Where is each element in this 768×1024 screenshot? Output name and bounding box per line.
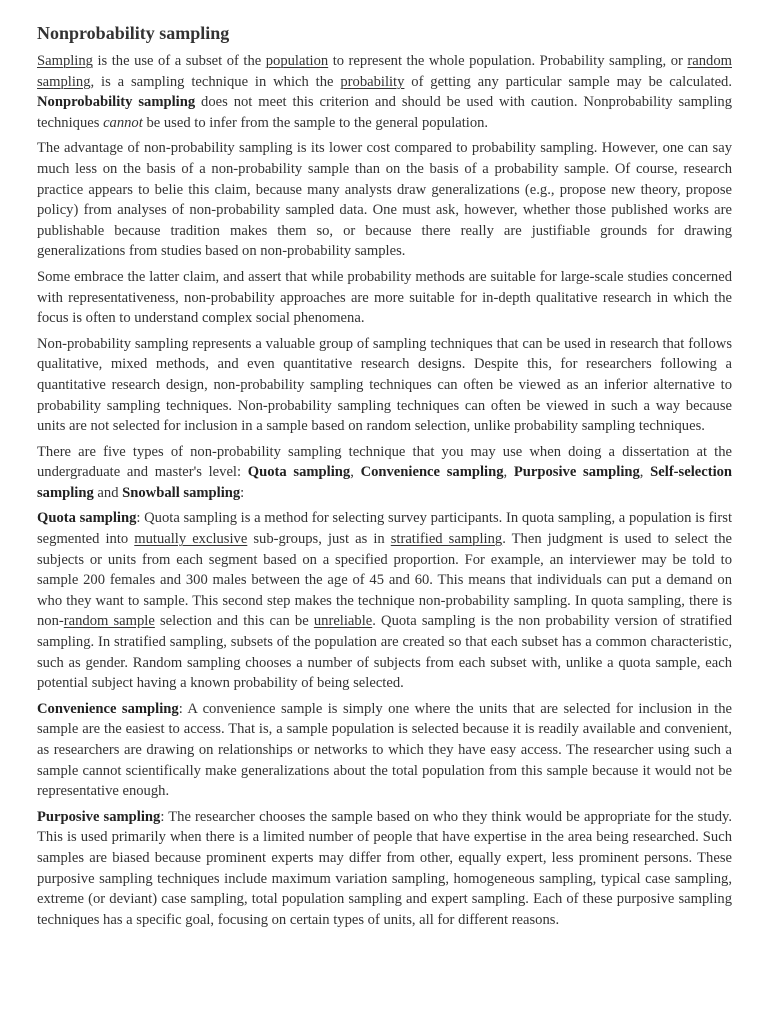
page-title: Nonprobability sampling (37, 23, 230, 43)
quota-sampling-paragraph: Quota sampling: Quota sampling is a method for selecting survey participants. In quota sampling, a population is first segmented into mutually exclusive sub-groups, just as in stratified sampling. Then judgment is used to select the subjects or units from each segment based on a specified proportion. For example, an interviewer may be told to sample 200 females and 300 males between the age of 45 and 60. This means that individuals can put a demand on who they want to sample. This second step makes the technique non-probability sampling. In quota sampling, there is non-random sample selection and this can be unreliable. Quota sampling is the non probability version of stratified sampling. In stratified sampling, subsets of the population are created so that each subset has a common characteristic, such as gender. Random sampling chooses a number of subjects from each subset with, unlike a quota sample, each potential subject having a known probability of being selected. (37, 510, 733, 692)
term-self-selection: Self-selection sampling (37, 464, 733, 501)
latter-claim-paragraph: Some embrace the latter claim, and assert that while probability methods are suitable for large-scale studies concerned with representativeness, non-probability approaches are more suitable for in-depth qualitative research in which the focus is often to understand complex social phenomena. (37, 268, 732, 327)
link-sampling[interactable]: Sampling (37, 53, 93, 69)
term-snowball: Snowball sampling (122, 484, 241, 501)
emphasis-cannot: cannot (103, 114, 143, 131)
quota-heading: Quota sampling (37, 510, 137, 527)
term-purposive: Purposive sampling (513, 464, 640, 481)
document-page (37, 20, 732, 935)
purposive-sampling-paragraph: Purposive sampling: The researcher chooses the sample based on who they think would be appropriate for the study. This is used primarily when there is a limited number of people that have expertise in the area being researched. Such samples are biased because prominent experts may differ from other, equally expert, less prominent persons. These purposive sampling techniques include maximum variation sampling, homogeneous sampling, typical case sampling, extreme (or deviant) case sampling, total population sampling and expert sampling. Each of these purposive sampling techniques has a specific goal, focusing on certain types of units, all for different reasons. (37, 808, 732, 928)
link-unreliable[interactable]: unreliable (313, 613, 373, 630)
advantage-paragraph: The advantage of non-probability sampling is its lower cost compared to probability sampling. However, one can say much less on the basis of a non-probability sample than on the basis of a probability sample. Of course, research practice appears to belie this claim, because many analysts draw generalizations (e.g., propose new theory, propose policy) from analyses of non-probability sampled data. One must ask, however, whether those published works are publishable because tradition makes them so, or because there really are justifiable grounds for drawing generalizations from studies based on non-probability samples. (37, 140, 732, 260)
term-quota: Quota sampling (247, 464, 351, 481)
convenience-sampling-paragraph: Convenience sampling: A convenience sample is simply one where the units that are selected for inclusion in the sample are the easiest to access. That is, a sample population is selected because it is readily available and convenient, as researchers are drawing on relationships or networks to which they have easy access. The researcher using such a sample cannot scientifically make generalizations about the total population from this sample because it would not be representative enough. (37, 700, 733, 800)
term-convenience: Convenience sampling (360, 464, 504, 481)
link-probability[interactable]: probability (340, 73, 405, 90)
link-population[interactable]: population (265, 53, 329, 69)
link-stratified-sampling[interactable]: stratified sampling (390, 531, 503, 548)
purposive-heading: Purposive sampling (37, 808, 161, 825)
link-random-sample[interactable]: random sample (63, 613, 155, 630)
link-random-sampling[interactable]: random sampling (37, 53, 732, 90)
valuable-group-paragraph: Non-probability sampling represents a valuable group of sampling techniques that can be used in research that follows qualitative, mixed methods, and even quantitative research designs. Despite this, for researchers following a quantitative research design, non-probability sampling techniques can often be viewed as an inferior alternative to probability sampling techniques. Non-probability sampling techniques can often be viewed in such a way because units are not selected for inclusion in a sample based on random selection, unlike probability sampling techniques. (37, 335, 732, 435)
term-nonprobability-sampling: Nonprobability sampling (37, 94, 196, 111)
intro-paragraph: Sampling is the use of a subset of the population to represent the whole population. Probability sampling, or random sampling, is a sampling technique in which the probability of getting any particular sample may be calculated. Nonprobability sampling does not meet this criterion and should be used with caution. Nonprobability sampling techniques cannot be used to infer from the sample to the general population. (37, 53, 732, 131)
convenience-heading: Convenience sampling (37, 700, 179, 717)
link-mutually-exclusive[interactable]: mutually exclusive (134, 531, 248, 548)
five-types-paragraph: There are five types of non-probability sampling technique that you may use when doing a dissertation at the undergraduate and master's level: Quota sampling, Convenience sampling, Purposive sampling, Self-selection sampling and Snowball sampling: (37, 443, 733, 501)
